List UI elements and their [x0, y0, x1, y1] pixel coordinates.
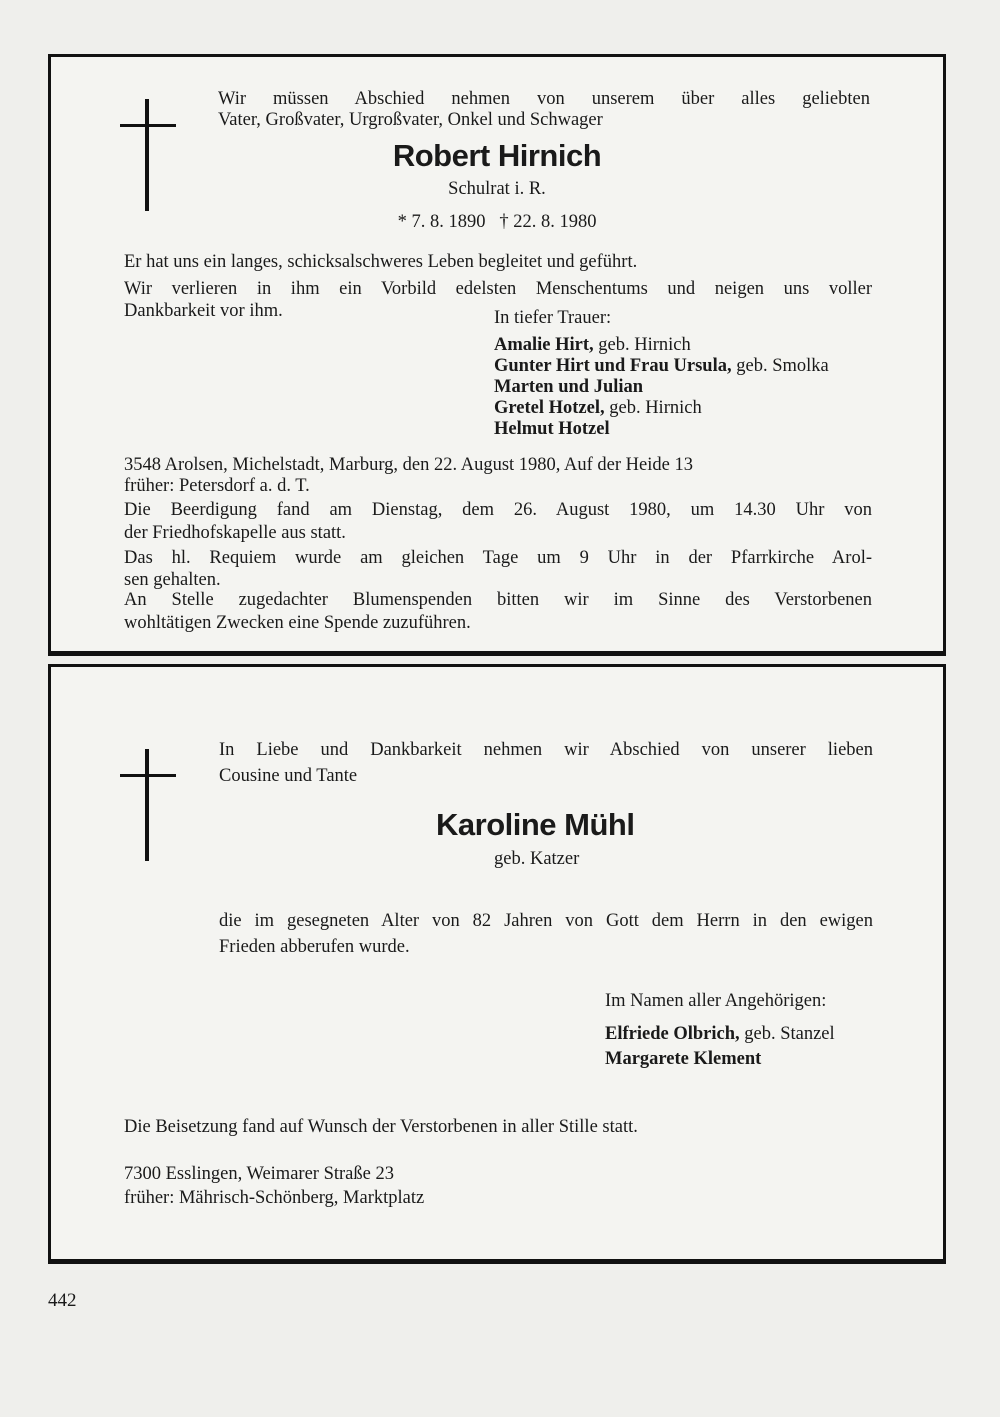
deceased-name: Karoline Mühl: [436, 807, 635, 842]
deceased-title: Schulrat i. R.: [448, 179, 546, 199]
intro-line-1: In Liebe und Dankbarkeit nehmen wir Abschied von unserer lieben: [219, 740, 873, 760]
burial-text: Die Beisetzung fand auf Wunsch der Verstorbenen in aller Stille statt.: [124, 1117, 638, 1137]
address-line-2: früher: Petersdorf a. d. T.: [124, 476, 310, 496]
mourning-label: Im Namen aller Angehörigen:: [605, 991, 827, 1011]
obituary-notice-robert-hirnich: [48, 54, 946, 656]
life-text: Er hat uns ein langes, schicksalschweres Leben begleitet und geführt.: [124, 252, 638, 272]
intro-line-1: Wir müssen Abschied nehmen von unserem über alles geliebten: [218, 89, 870, 109]
flowers-line-1: An Stelle zugedachter Blumenspenden bitten wir im Sinne des Verstorbenen: [124, 590, 872, 610]
mourner: Elfriede Olbrich, geb. Stanzel: [605, 1024, 835, 1044]
passing-line-2: Frieden abberufen wurde.: [219, 937, 410, 957]
mourner: Gretel Hotzel, geb. Hirnich: [494, 398, 702, 418]
mourners-list: [605, 1022, 835, 1072]
life-dates: * 7. 8. 1890 † 22. 8. 1980: [397, 212, 597, 232]
obituary-notice-karoline-muehl: [48, 664, 946, 1264]
mourning-label: In tiefer Trauer:: [494, 308, 612, 328]
mourner: Marten und Julian: [494, 377, 644, 397]
funeral-line-1: Die Beerdigung fand am Dienstag, dem 26. August 1980, um 14.30 Uhr von: [124, 500, 872, 520]
intro-line-2: Vater, Großvater, Urgroßvater, Onkel und Schwager: [218, 110, 603, 130]
mourner: Amalie Hirt, geb. Hirnich: [494, 335, 691, 355]
mourners-list: [494, 335, 829, 440]
intro-line-2: Cousine und Tante: [219, 766, 358, 786]
deceased-name: Robert Hirnich: [392, 138, 602, 173]
page-number: 442: [48, 1290, 77, 1311]
requiem-line-2: sen gehalten.: [124, 570, 221, 590]
birth-name: geb. Katzer: [494, 849, 580, 869]
tribute-line-1: Wir verlieren in ihm ein Vorbild edelsten Menschentums und neigen uns voller: [124, 279, 872, 299]
funeral-line-2: der Friedhofskapelle aus statt.: [124, 523, 346, 543]
cross-icon: [120, 749, 176, 861]
tribute-line-2: Dankbarkeit vor ihm.: [124, 301, 283, 321]
passing-line-1: die im gesegneten Alter von 82 Jahren von Gott dem Herrn in den ewigen: [219, 911, 873, 931]
address-line-1: 3548 Arolsen, Michelstadt, Marburg, den 22. August 1980, Auf der Heide 13: [124, 455, 693, 475]
mourner: Margarete Klement: [605, 1049, 762, 1069]
mourner: Helmut Hotzel: [494, 419, 610, 439]
address-line-1: 7300 Esslingen, Weimarer Straße 23: [124, 1164, 394, 1184]
requiem-line-1: Das hl. Requiem wurde am gleichen Tage um 9 Uhr in der Pfarrkirche Arol-: [124, 548, 872, 568]
mourner: Gunter Hirt und Frau Ursula, geb. Smolka: [494, 356, 829, 376]
address-line-2: früher: Mährisch-Schönberg, Marktplatz: [124, 1188, 425, 1208]
flowers-line-2: wohltätigen Zwecken eine Spende zuzuführen.: [124, 613, 471, 633]
